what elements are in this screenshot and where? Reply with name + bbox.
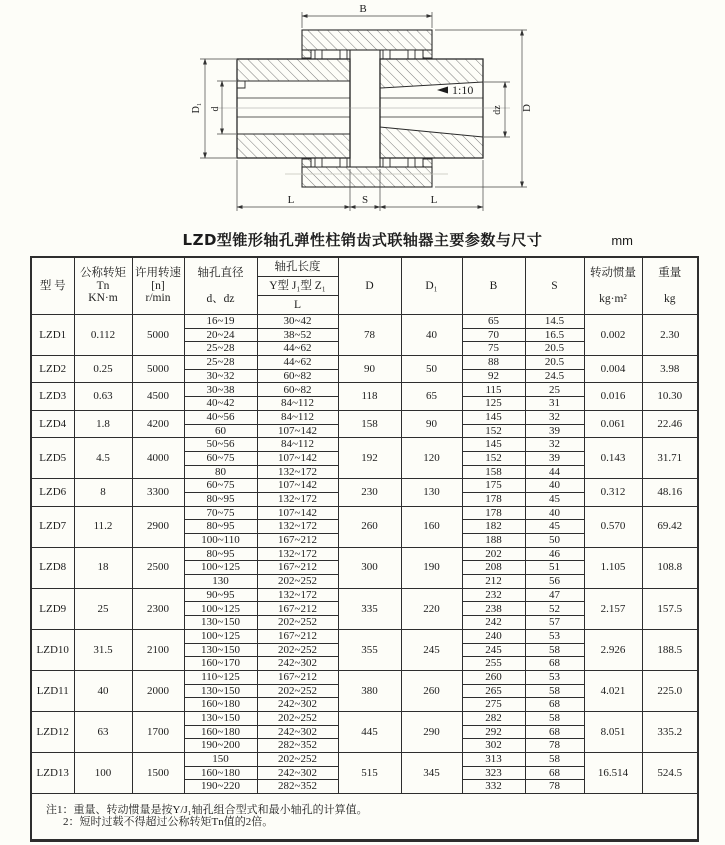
cell-bore-diameter: 190~220 xyxy=(184,780,257,794)
cell-torque: 11.2 xyxy=(74,506,132,547)
cell-bore-length: 38~52 xyxy=(257,328,338,342)
cell-B: 260 xyxy=(462,670,525,684)
cell-B: 152 xyxy=(462,451,525,465)
cell-inertia: 0.570 xyxy=(584,506,642,547)
col-header-D1: D₁ xyxy=(401,257,462,315)
cell-D: 78 xyxy=(338,315,401,356)
cell-inertia: 0.016 xyxy=(584,383,642,410)
cell-S: 45 xyxy=(525,520,584,534)
table-row xyxy=(31,315,698,329)
cell-weight: 225.0 xyxy=(642,670,698,711)
cell-bore-length: 242~302 xyxy=(257,698,338,712)
cell-S: 14.5 xyxy=(525,315,584,329)
cell-B: 75 xyxy=(462,342,525,356)
cell-bore-length: 202~252 xyxy=(257,684,338,698)
cell-inertia: 8.051 xyxy=(584,711,642,752)
cell-model: LZD9 xyxy=(31,588,74,629)
drawing-area xyxy=(0,0,725,228)
col-header-S: S xyxy=(525,257,584,315)
cell-bore-diameter: 160~170 xyxy=(184,657,257,671)
dim-S-label: S xyxy=(361,194,369,206)
cell-D1: 160 xyxy=(401,506,462,547)
cell-bore-diameter: 30~38 xyxy=(184,383,257,397)
cell-inertia: 2.926 xyxy=(584,629,642,670)
cell-B: 178 xyxy=(462,492,525,506)
cell-S: 47 xyxy=(525,588,584,602)
cell-B: 175 xyxy=(462,479,525,493)
cell-D: 355 xyxy=(338,629,401,670)
cell-bore-length: 242~302 xyxy=(257,766,338,780)
cell-inertia: 0.002 xyxy=(584,315,642,356)
cell-bore-diameter: 80~95 xyxy=(184,520,257,534)
cell-weight: 48.16 xyxy=(642,479,698,506)
cell-bore-length: 132~172 xyxy=(257,492,338,506)
unit-label: mm xyxy=(611,233,633,248)
table-row xyxy=(31,438,698,452)
cell-bore-diameter: 60 xyxy=(184,424,257,438)
cell-inertia: 0.004 xyxy=(584,356,642,383)
cell-D1: 220 xyxy=(401,588,462,629)
taper-arrow-icon xyxy=(437,87,448,94)
cell-D: 260 xyxy=(338,506,401,547)
cell-speed: 5000 xyxy=(132,356,184,383)
cell-S: 24.5 xyxy=(525,369,584,383)
cell-speed: 2900 xyxy=(132,506,184,547)
cell-bore-diameter: 110~125 xyxy=(184,670,257,684)
cell-S: 32 xyxy=(525,410,584,424)
cell-weight: 524.5 xyxy=(642,753,698,794)
cell-B: 188 xyxy=(462,534,525,548)
cell-inertia: 0.143 xyxy=(584,438,642,479)
page-title: LZD型锥形轴孔弹性柱销齿式联轴器主要参数与尺寸 xyxy=(182,231,543,249)
cell-D: 380 xyxy=(338,670,401,711)
cell-bore-length: 167~212 xyxy=(257,602,338,616)
col-header-bore-diameter: 轴孔直径 d、dz xyxy=(184,257,257,315)
col-header-inertia: 转动惯量 kg·m² xyxy=(584,257,642,315)
cell-bore-diameter: 70~75 xyxy=(184,506,257,520)
cell-bore-diameter: 60~75 xyxy=(184,451,257,465)
cell-bore-length: 60~82 xyxy=(257,369,338,383)
cell-speed: 4500 xyxy=(132,383,184,410)
taper-label: 1:10 xyxy=(452,83,474,97)
cell-D: 300 xyxy=(338,547,401,588)
cell-B: 182 xyxy=(462,520,525,534)
cell-bore-length: 202~252 xyxy=(257,753,338,767)
cell-weight: 2.30 xyxy=(642,315,698,356)
cell-S: 57 xyxy=(525,616,584,630)
cell-speed: 4000 xyxy=(132,438,184,479)
cell-torque: 100 xyxy=(74,753,132,794)
cell-torque: 0.25 xyxy=(74,356,132,383)
cell-B: 238 xyxy=(462,602,525,616)
sleeve-web xyxy=(350,50,380,167)
cell-bore-diameter: 130~150 xyxy=(184,616,257,630)
table-row xyxy=(31,711,698,725)
cell-model: LZD5 xyxy=(31,438,74,479)
cell-D1: 90 xyxy=(401,410,462,437)
col-header-bore-length-types: Y型 J₁型 Z₁ xyxy=(257,277,338,296)
col-header-bore-length: 轴孔长度 xyxy=(257,257,338,277)
note-2: 2：短时过载不得超过公称转矩Tn值的2倍。 xyxy=(63,816,274,829)
cell-speed: 2100 xyxy=(132,629,184,670)
cell-speed: 4200 xyxy=(132,410,184,437)
col-header-D: D xyxy=(338,257,401,315)
cell-B: 92 xyxy=(462,369,525,383)
cell-weight: 188.5 xyxy=(642,629,698,670)
cell-inertia: 16.514 xyxy=(584,753,642,794)
cell-bore-diameter: 60~75 xyxy=(184,479,257,493)
cell-bore-diameter: 160~180 xyxy=(184,766,257,780)
cell-model: LZD11 xyxy=(31,670,74,711)
cell-S: 68 xyxy=(525,698,584,712)
cell-model: LZD6 xyxy=(31,479,74,506)
cell-bore-length: 107~142 xyxy=(257,506,338,520)
cell-B: 152 xyxy=(462,424,525,438)
cell-torque: 8 xyxy=(74,479,132,506)
cell-bore-diameter: 30~32 xyxy=(184,369,257,383)
cell-bore-diameter: 150 xyxy=(184,753,257,767)
cell-S: 20.5 xyxy=(525,356,584,370)
cell-bore-length: 132~172 xyxy=(257,547,338,561)
cell-S: 68 xyxy=(525,725,584,739)
cell-bore-diameter: 130~150 xyxy=(184,684,257,698)
cell-weight: 69.42 xyxy=(642,506,698,547)
cell-S: 58 xyxy=(525,711,584,725)
dim-L-right-label: L xyxy=(430,194,438,206)
cell-model: LZD2 xyxy=(31,356,74,383)
left-hub xyxy=(237,59,350,158)
cell-speed: 3300 xyxy=(132,479,184,506)
cell-B: 332 xyxy=(462,780,525,794)
cell-D: 230 xyxy=(338,479,401,506)
cell-bore-diameter: 20~24 xyxy=(184,328,257,342)
cell-bore-length: 84~112 xyxy=(257,397,338,411)
cell-S: 52 xyxy=(525,602,584,616)
cell-B: 313 xyxy=(462,753,525,767)
cell-S: 58 xyxy=(525,684,584,698)
cell-torque: 40 xyxy=(74,670,132,711)
table-row xyxy=(31,588,698,602)
cell-bore-diameter: 160~180 xyxy=(184,698,257,712)
cell-bore-length: 132~172 xyxy=(257,588,338,602)
cell-speed: 2000 xyxy=(132,670,184,711)
cell-B: 292 xyxy=(462,725,525,739)
cell-torque: 1.8 xyxy=(74,410,132,437)
right-hub xyxy=(380,59,483,158)
cell-bore-diameter: 40~56 xyxy=(184,410,257,424)
cell-B: 178 xyxy=(462,506,525,520)
cell-bore-diameter: 50~56 xyxy=(184,438,257,452)
cell-weight: 31.71 xyxy=(642,438,698,479)
cell-B: 70 xyxy=(462,328,525,342)
cell-S: 78 xyxy=(525,739,584,753)
cell-S: 68 xyxy=(525,766,584,780)
table-row xyxy=(31,753,698,767)
cell-S: 31 xyxy=(525,397,584,411)
cell-B: 115 xyxy=(462,383,525,397)
dim-D1-label: D₁ xyxy=(191,102,202,114)
cell-B: 145 xyxy=(462,410,525,424)
cell-torque: 18 xyxy=(74,547,132,588)
table-row xyxy=(31,410,698,424)
cell-B: 125 xyxy=(462,397,525,411)
cell-D1: 120 xyxy=(401,438,462,479)
cell-bore-length: 107~142 xyxy=(257,424,338,438)
cell-bore-length: 132~172 xyxy=(257,520,338,534)
cell-S: 51 xyxy=(525,561,584,575)
cell-bore-length: 167~212 xyxy=(257,670,338,684)
table-body xyxy=(31,315,698,794)
cell-torque: 63 xyxy=(74,711,132,752)
cell-bore-length: 282~352 xyxy=(257,739,338,753)
cell-bore-length: 242~302 xyxy=(257,657,338,671)
cell-speed: 2500 xyxy=(132,547,184,588)
cell-B: 323 xyxy=(462,766,525,780)
col-header-torque: 公称转矩 Tn KN·m xyxy=(74,257,132,315)
table-header xyxy=(31,257,698,315)
cell-model: LZD7 xyxy=(31,506,74,547)
coupling-drawing xyxy=(0,0,725,228)
cell-S: 53 xyxy=(525,670,584,684)
cell-weight: 10.30 xyxy=(642,383,698,410)
cell-bore-diameter: 80~95 xyxy=(184,547,257,561)
cell-D: 158 xyxy=(338,410,401,437)
cell-bore-length: 202~252 xyxy=(257,616,338,630)
cell-S: 56 xyxy=(525,575,584,589)
table-row xyxy=(31,383,698,397)
cell-bore-diameter: 90~95 xyxy=(184,588,257,602)
table-row xyxy=(31,629,698,643)
table-row xyxy=(31,479,698,493)
cell-S: 58 xyxy=(525,643,584,657)
header-row-1 xyxy=(31,257,698,277)
cell-S: 45 xyxy=(525,492,584,506)
dim-d-label: d xyxy=(210,106,221,112)
keyway xyxy=(237,81,245,88)
cell-B: 302 xyxy=(462,739,525,753)
cell-torque: 4.5 xyxy=(74,438,132,479)
cell-model: LZD12 xyxy=(31,711,74,752)
cell-D1: 40 xyxy=(401,315,462,356)
cell-S: 78 xyxy=(525,780,584,794)
cell-model: LZD10 xyxy=(31,629,74,670)
cell-weight: 335.2 xyxy=(642,711,698,752)
cell-B: 65 xyxy=(462,315,525,329)
cell-B: 242 xyxy=(462,616,525,630)
cell-B: 282 xyxy=(462,711,525,725)
cell-model: LZD1 xyxy=(31,315,74,356)
cell-B: 265 xyxy=(462,684,525,698)
cell-bore-length: 202~252 xyxy=(257,711,338,725)
cell-bore-length: 202~252 xyxy=(257,643,338,657)
cell-speed: 2300 xyxy=(132,588,184,629)
cell-bore-diameter: 190~200 xyxy=(184,739,257,753)
cell-B: 275 xyxy=(462,698,525,712)
cell-bore-length: 282~352 xyxy=(257,780,338,794)
cell-S: 58 xyxy=(525,753,584,767)
cell-bore-length: 84~112 xyxy=(257,438,338,452)
cell-B: 158 xyxy=(462,465,525,479)
cell-bore-diameter: 16~19 xyxy=(184,315,257,329)
cell-bore-length: 44~62 xyxy=(257,342,338,356)
cell-inertia: 4.021 xyxy=(584,670,642,711)
cell-torque: 0.112 xyxy=(74,315,132,356)
cell-bore-length: 202~252 xyxy=(257,575,338,589)
cell-inertia: 0.061 xyxy=(584,410,642,437)
cell-D: 118 xyxy=(338,383,401,410)
cell-D: 445 xyxy=(338,711,401,752)
cell-S: 40 xyxy=(525,506,584,520)
cell-D1: 65 xyxy=(401,383,462,410)
cell-torque: 31.5 xyxy=(74,629,132,670)
cell-bore-length: 107~142 xyxy=(257,451,338,465)
cell-B: 232 xyxy=(462,588,525,602)
cell-D1: 260 xyxy=(401,670,462,711)
cell-bore-diameter: 100~110 xyxy=(184,534,257,548)
cell-S: 39 xyxy=(525,424,584,438)
table-row xyxy=(31,506,698,520)
cell-bore-diameter: 160~180 xyxy=(184,725,257,739)
cell-D: 192 xyxy=(338,438,401,479)
col-header-bore-length-L: L xyxy=(257,296,338,315)
col-header-model: 型 号 xyxy=(31,257,74,315)
cell-torque: 0.63 xyxy=(74,383,132,410)
cell-B: 208 xyxy=(462,561,525,575)
cell-bore-length: 167~212 xyxy=(257,561,338,575)
cell-S: 53 xyxy=(525,629,584,643)
notes-cell xyxy=(31,794,698,841)
cell-bore-length: 242~302 xyxy=(257,725,338,739)
dim-D xyxy=(435,30,527,187)
cell-D1: 50 xyxy=(401,356,462,383)
cell-bore-diameter: 130~150 xyxy=(184,711,257,725)
cell-B: 212 xyxy=(462,575,525,589)
cell-bore-diameter: 130 xyxy=(184,575,257,589)
cell-D1: 290 xyxy=(401,711,462,752)
cell-S: 20.5 xyxy=(525,342,584,356)
cell-bore-length: 132~172 xyxy=(257,465,338,479)
dim-D-label: D xyxy=(521,104,533,112)
cell-bore-diameter: 130~150 xyxy=(184,643,257,657)
cell-weight: 22.46 xyxy=(642,410,698,437)
cell-model: LZD8 xyxy=(31,547,74,588)
cell-torque: 25 xyxy=(74,588,132,629)
cell-D1: 345 xyxy=(401,753,462,794)
cell-weight: 3.98 xyxy=(642,356,698,383)
cell-inertia: 2.157 xyxy=(584,588,642,629)
cell-S: 32 xyxy=(525,438,584,452)
cell-model: LZD4 xyxy=(31,410,74,437)
dim-L-left-label: L xyxy=(287,194,295,206)
cell-bore-length: 30~42 xyxy=(257,315,338,329)
dim-B xyxy=(302,12,432,28)
cell-B: 88 xyxy=(462,356,525,370)
cell-bore-length: 107~142 xyxy=(257,479,338,493)
cell-S: 25 xyxy=(525,383,584,397)
cell-bore-diameter: 25~28 xyxy=(184,342,257,356)
cell-D: 90 xyxy=(338,356,401,383)
cell-S: 68 xyxy=(525,657,584,671)
cell-bore-length: 84~112 xyxy=(257,410,338,424)
cell-B: 202 xyxy=(462,547,525,561)
cell-speed: 1500 xyxy=(132,753,184,794)
cell-D1: 190 xyxy=(401,547,462,588)
cell-bore-length: 167~212 xyxy=(257,629,338,643)
cell-bore-diameter: 100~125 xyxy=(184,602,257,616)
cell-bore-diameter: 25~28 xyxy=(184,356,257,370)
cell-S: 50 xyxy=(525,534,584,548)
cell-bore-length: 44~62 xyxy=(257,356,338,370)
cell-D: 515 xyxy=(338,753,401,794)
col-header-weight: 重量 kg xyxy=(642,257,698,315)
cell-inertia: 0.312 xyxy=(584,479,642,506)
cell-inertia: 1.105 xyxy=(584,547,642,588)
dim-B-label: B xyxy=(359,3,367,15)
cell-bore-diameter: 100~125 xyxy=(184,561,257,575)
table-row xyxy=(31,547,698,561)
cell-model: LZD3 xyxy=(31,383,74,410)
cell-D1: 130 xyxy=(401,479,462,506)
col-header-B: B xyxy=(462,257,525,315)
cell-speed: 1700 xyxy=(132,711,184,752)
cell-model: LZD13 xyxy=(31,753,74,794)
cell-B: 240 xyxy=(462,629,525,643)
cell-speed: 5000 xyxy=(132,315,184,356)
cell-S: 46 xyxy=(525,547,584,561)
notes-row xyxy=(31,794,698,841)
table-row xyxy=(31,356,698,370)
table-row xyxy=(31,670,698,684)
cell-weight: 157.5 xyxy=(642,588,698,629)
cell-bore-diameter: 100~125 xyxy=(184,629,257,643)
note-1: 注1：重量、转动惯量是按Y/J₁轴孔组合型式和最小轴孔的计算值。 xyxy=(46,803,368,816)
cell-B: 145 xyxy=(462,438,525,452)
cell-bore-diameter: 80~95 xyxy=(184,492,257,506)
cell-D: 335 xyxy=(338,588,401,629)
col-header-speed: 许用转速 [n] r/min xyxy=(132,257,184,315)
cell-S: 40 xyxy=(525,479,584,493)
cell-weight: 108.8 xyxy=(642,547,698,588)
cell-bore-diameter: 80 xyxy=(184,465,257,479)
cell-S: 39 xyxy=(525,451,584,465)
cell-bore-length: 167~212 xyxy=(257,534,338,548)
title-row xyxy=(0,228,725,253)
cell-bore-diameter: 40~42 xyxy=(184,397,257,411)
cell-S: 44 xyxy=(525,465,584,479)
cell-S: 16.5 xyxy=(525,328,584,342)
cell-bore-length: 60~82 xyxy=(257,383,338,397)
cell-B: 255 xyxy=(462,657,525,671)
table-notes xyxy=(31,794,698,841)
parameters-table xyxy=(30,256,699,842)
dim-dz-label: dz xyxy=(492,105,503,115)
cell-D1: 245 xyxy=(401,629,462,670)
cell-B: 245 xyxy=(462,643,525,657)
